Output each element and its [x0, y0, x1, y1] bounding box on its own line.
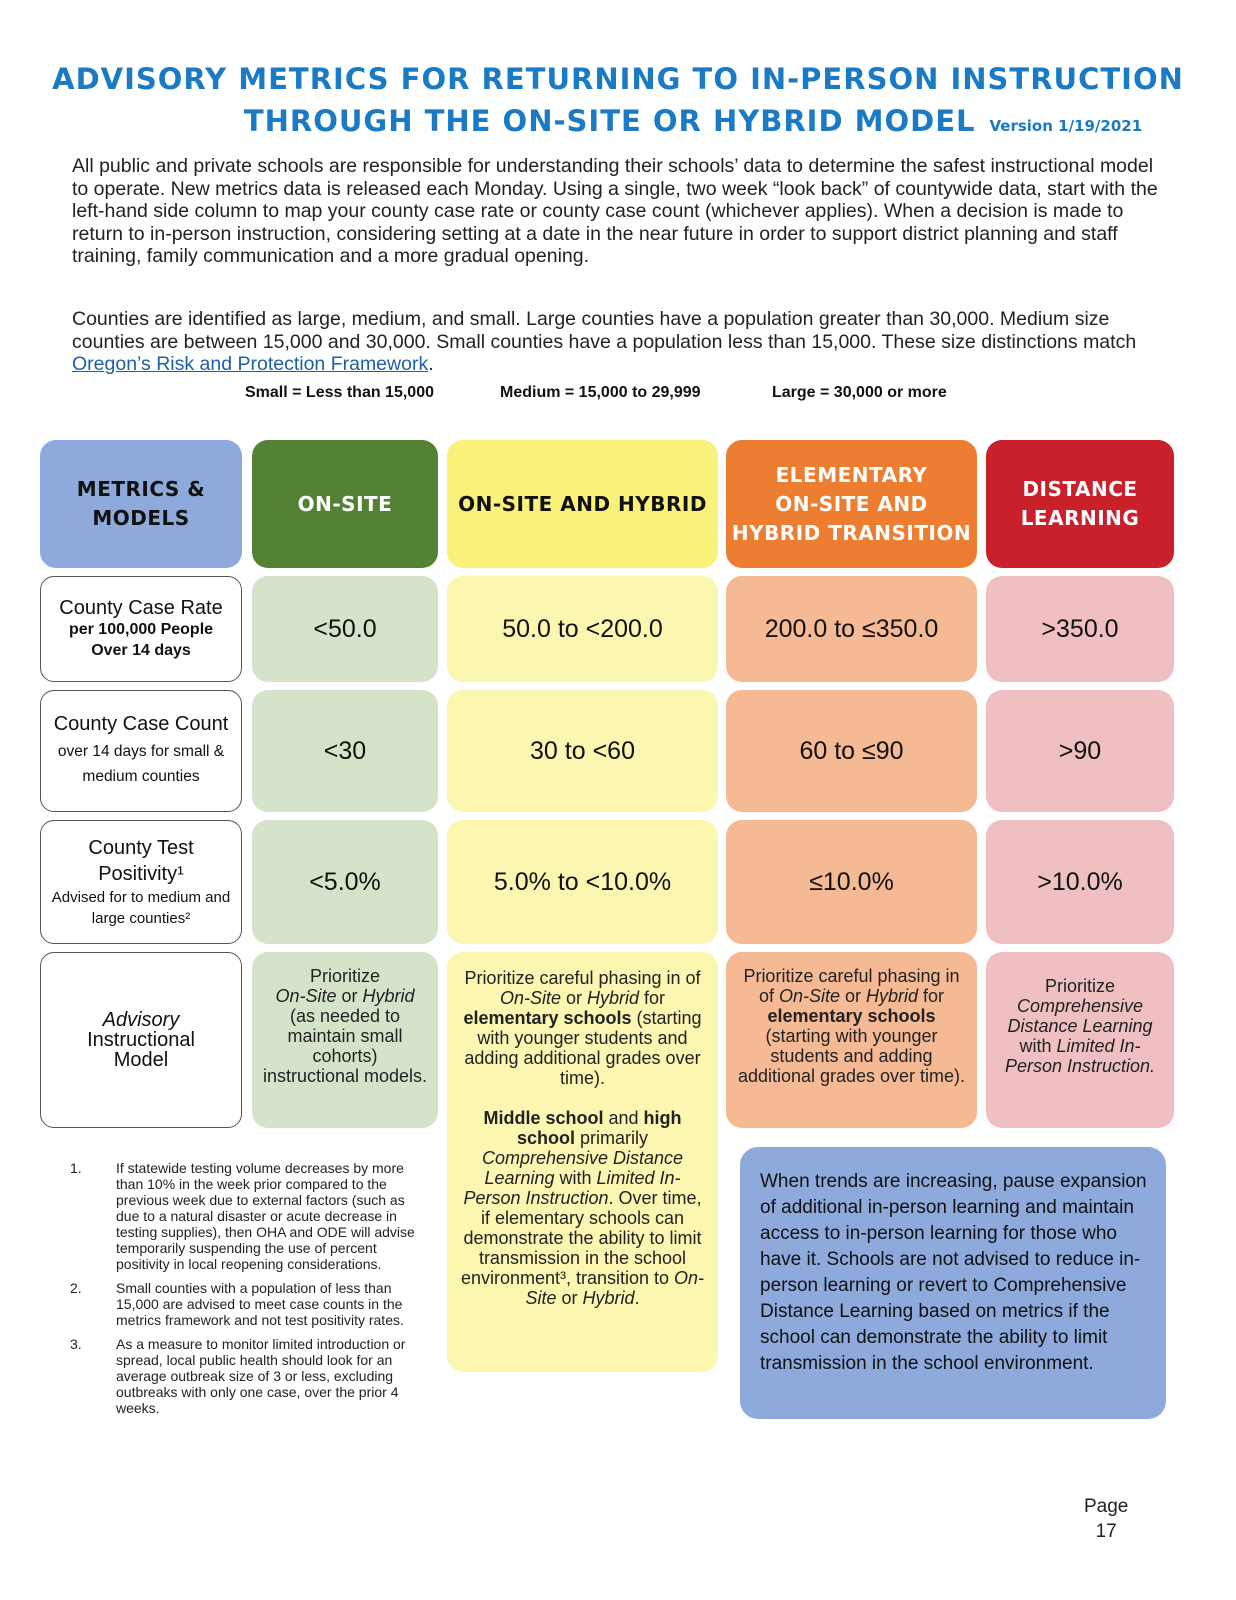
intro-paragraph-2-end: . [428, 353, 434, 375]
header-distance-learning [986, 440, 1174, 568]
case-rate-on-site: <50.0 [252, 576, 438, 682]
page-title-line2 [150, 104, 1236, 138]
positivity-on-site: <5.0% [252, 820, 438, 944]
case-count-elementary: 60 to ≤90 [726, 690, 977, 812]
row-label-case-rate [40, 576, 242, 682]
footnote-text: If statewide testing volume decreases by more than 10% in the week prior compared to the previous week due to external factors (such as due to a natural disaster or acute decrease in testing supplies), then OHA and ODE will advise temporarily suspending the use of percent positivity in local reopening considerations. [116, 1160, 415, 1272]
row-label-advisory-model [40, 952, 242, 1128]
page-number-value: 17 [1095, 1521, 1117, 1542]
case-count-hybrid: 30 to <60 [447, 690, 718, 812]
header-distance-line2: LEARNING [1020, 506, 1140, 530]
footnote [70, 1336, 430, 1416]
footnote-text: As a measure to monitor limited introduction or spread, local public health should look for an average outbreak size of 3 or less, excluding outbreaks with only one case, over the prior 4 weeks. [116, 1336, 406, 1416]
trend-note-text: When trends are increasing, pause expansion of additional in-person learning and maintain access to in-person learning for those who have it. Schools are not advised to reduce in-person learning or revert to Comprehensive Distance Learning based on metrics if the school can demonstrate the ability to limit transmission in the school environment. [760, 1171, 1147, 1374]
row-label-positivity [40, 820, 242, 944]
model-hybrid-i5: On-Site [525, 1268, 705, 1308]
advisory-label-italic: Advisory [102, 1009, 180, 1031]
model-hybrid-i4: Limited In-Person Instruction [463, 1168, 681, 1208]
model-on-site-t3: (as needed to maintain small cohorts) instructional models. [262, 1006, 428, 1086]
size-large: Large = 30,000 or more [772, 384, 947, 401]
header-elementary-line1: ELEMENTARY [775, 462, 928, 487]
model-elementary-t1: Prioritize careful phasing in of [743, 966, 960, 1006]
footnote-number: 3. [70, 1336, 82, 1352]
model-distance-text [996, 976, 1164, 1076]
model-hybrid-t10: . [634, 1288, 640, 1308]
model-on-site-t2: or [336, 986, 363, 1006]
header-on-site: ON-SITE [252, 440, 438, 568]
model-hybrid-i2: Hybrid [587, 988, 640, 1008]
model-on-site-text [262, 966, 428, 1086]
header-metrics-line1: METRICS & [76, 477, 206, 501]
model-hybrid-i6: Hybrid [582, 1288, 635, 1308]
model-elementary-b1: elementary schools [767, 1006, 936, 1026]
model-elementary-t4: (starting with younger students and adding additional grades over time). [737, 1026, 966, 1086]
model-hybrid [447, 952, 718, 1372]
model-hybrid-i3: Comprehensive Distance Learning [481, 1148, 684, 1188]
model-hybrid-b3: high school [516, 1108, 682, 1148]
positivity-hybrid: 5.0% to <10.0% [447, 820, 718, 944]
case-count-on-site: <30 [252, 690, 438, 812]
model-elementary [726, 952, 977, 1128]
model-distance-t1: Prioritize [1044, 976, 1115, 996]
model-distance-i2: Limited In-Person Instruction. [1004, 1036, 1156, 1076]
model-hybrid-t7: with [554, 1168, 597, 1188]
header-elementary-line2: ON-SITE AND [775, 491, 928, 516]
model-on-site-t1: Prioritize [309, 966, 380, 986]
intro-paragraph-2-text: Counties are identified as large, medium, and small. Large counties have a population greater than 30,000. Medium size counties are between 15,000 and 30,000. Small counties have a population less than 15,000. These size distinctions match [72, 308, 1137, 353]
page-label: Page [1084, 1496, 1129, 1517]
footnote [70, 1280, 430, 1328]
model-hybrid-i1: On-Site [499, 988, 561, 1008]
intro-paragraph-2 [72, 308, 1172, 376]
model-hybrid-t8: . Over time, if elementary schools can demonstrate the ability to limit transmission in the school environment³, transition to [460, 1188, 702, 1288]
model-on-site-i2: Hybrid [362, 986, 415, 1006]
header-elementary-transition [726, 440, 977, 568]
case-rate-hybrid: 50.0 to <200.0 [447, 576, 718, 682]
header-elementary-line3: HYBRID TRANSITION [731, 520, 972, 545]
model-hybrid-t4: (starting with younger students and adding additional grades over time). [464, 1008, 702, 1088]
intro-paragraph-1: All public and private schools are responsible for understanding their schools’ data to determine the safest instructional model to operate. New metrics data is released each Monday. Using a single, two week “look back” of countywide data, start with the left-hand side column to map your county case rate or county case count (whichever applies). When a decision is made to return to in-person instruction, considering setting at a date in the near future in order to support district planning and staff training, family communication and a more gradual opening. [72, 155, 1158, 267]
model-hybrid-t3: for [639, 988, 666, 1008]
advisory-label-rest: Instructional Model [87, 1029, 195, 1071]
case-count-distance: >90 [986, 690, 1174, 812]
footnote-number: 2. [70, 1280, 82, 1296]
model-elementary-i2: Hybrid [866, 986, 919, 1006]
footnotes [70, 1160, 430, 1424]
case-rate-distance: >350.0 [986, 576, 1174, 682]
trend-note-box [740, 1147, 1166, 1419]
framework-link[interactable]: Oregon’s Risk and Protection Framework [72, 353, 429, 375]
footnote-number: 1. [70, 1160, 82, 1176]
positivity-sublabel: Advised for to medium and large counties² [51, 889, 231, 927]
size-medium: Medium = 15,000 to 29,999 [500, 384, 701, 401]
model-elementary-i1: On-Site [778, 986, 840, 1006]
case-rate-label: County Case Rate [59, 597, 223, 619]
positivity-label: County Test Positivity¹ [88, 837, 194, 885]
case-count-label: County Case Count [53, 713, 229, 735]
case-rate-sublabel: per 100,000 People Over 14 days [68, 621, 214, 659]
model-hybrid-text [457, 968, 708, 1308]
page-title-line1: ADVISORY METRICS FOR RETURNING TO IN-PERSON INSTRUCTION [52, 62, 1184, 96]
footnote-text: Small counties with a population of less than 15,000 are advised to meet case counts in the metrics framework and not test positivity rates. [116, 1280, 404, 1328]
positivity-distance: >10.0% [986, 820, 1174, 944]
model-hybrid-b1: elementary schools [463, 1008, 632, 1028]
model-elementary-t2: or [840, 986, 867, 1006]
header-on-site-hybrid: ON-SITE AND HYBRID [447, 440, 718, 568]
model-elementary-t3: for [918, 986, 945, 1006]
header-distance-line1: DISTANCE [1022, 477, 1138, 501]
row-label-case-count [40, 690, 242, 812]
case-rate-elementary: 200.0 to ≤350.0 [726, 576, 977, 682]
model-on-site-i1: On-Site [275, 986, 337, 1006]
model-hybrid-t2: or [560, 988, 587, 1008]
page-number [1084, 1494, 1128, 1544]
model-hybrid-t6: primarily [575, 1128, 649, 1148]
case-count-sublabel: over 14 days for small & medium counties [57, 743, 225, 785]
size-small: Small = Less than 15,000 [245, 384, 434, 401]
model-hybrid-t5: and [603, 1108, 644, 1128]
model-hybrid-t9: or [556, 1288, 583, 1308]
model-distance-i1: Comprehensive Distance Learning [1007, 996, 1153, 1036]
model-on-site [252, 952, 438, 1128]
model-elementary-text [736, 966, 967, 1086]
header-metrics-line2: MODELS [92, 506, 190, 530]
positivity-elementary: ≤10.0% [726, 820, 977, 944]
model-distance [986, 952, 1174, 1128]
model-hybrid-t1: Prioritize careful phasing in of [464, 968, 701, 988]
page-title-line2-text: THROUGH THE ON-SITE OR HYBRID MODEL [243, 104, 976, 138]
header-metrics-models [40, 440, 242, 568]
model-hybrid-b2: Middle school [483, 1108, 604, 1128]
version-label: Version 1/19/2021 [989, 117, 1143, 135]
footnote [70, 1160, 430, 1272]
model-distance-t2: with [1019, 1036, 1057, 1056]
